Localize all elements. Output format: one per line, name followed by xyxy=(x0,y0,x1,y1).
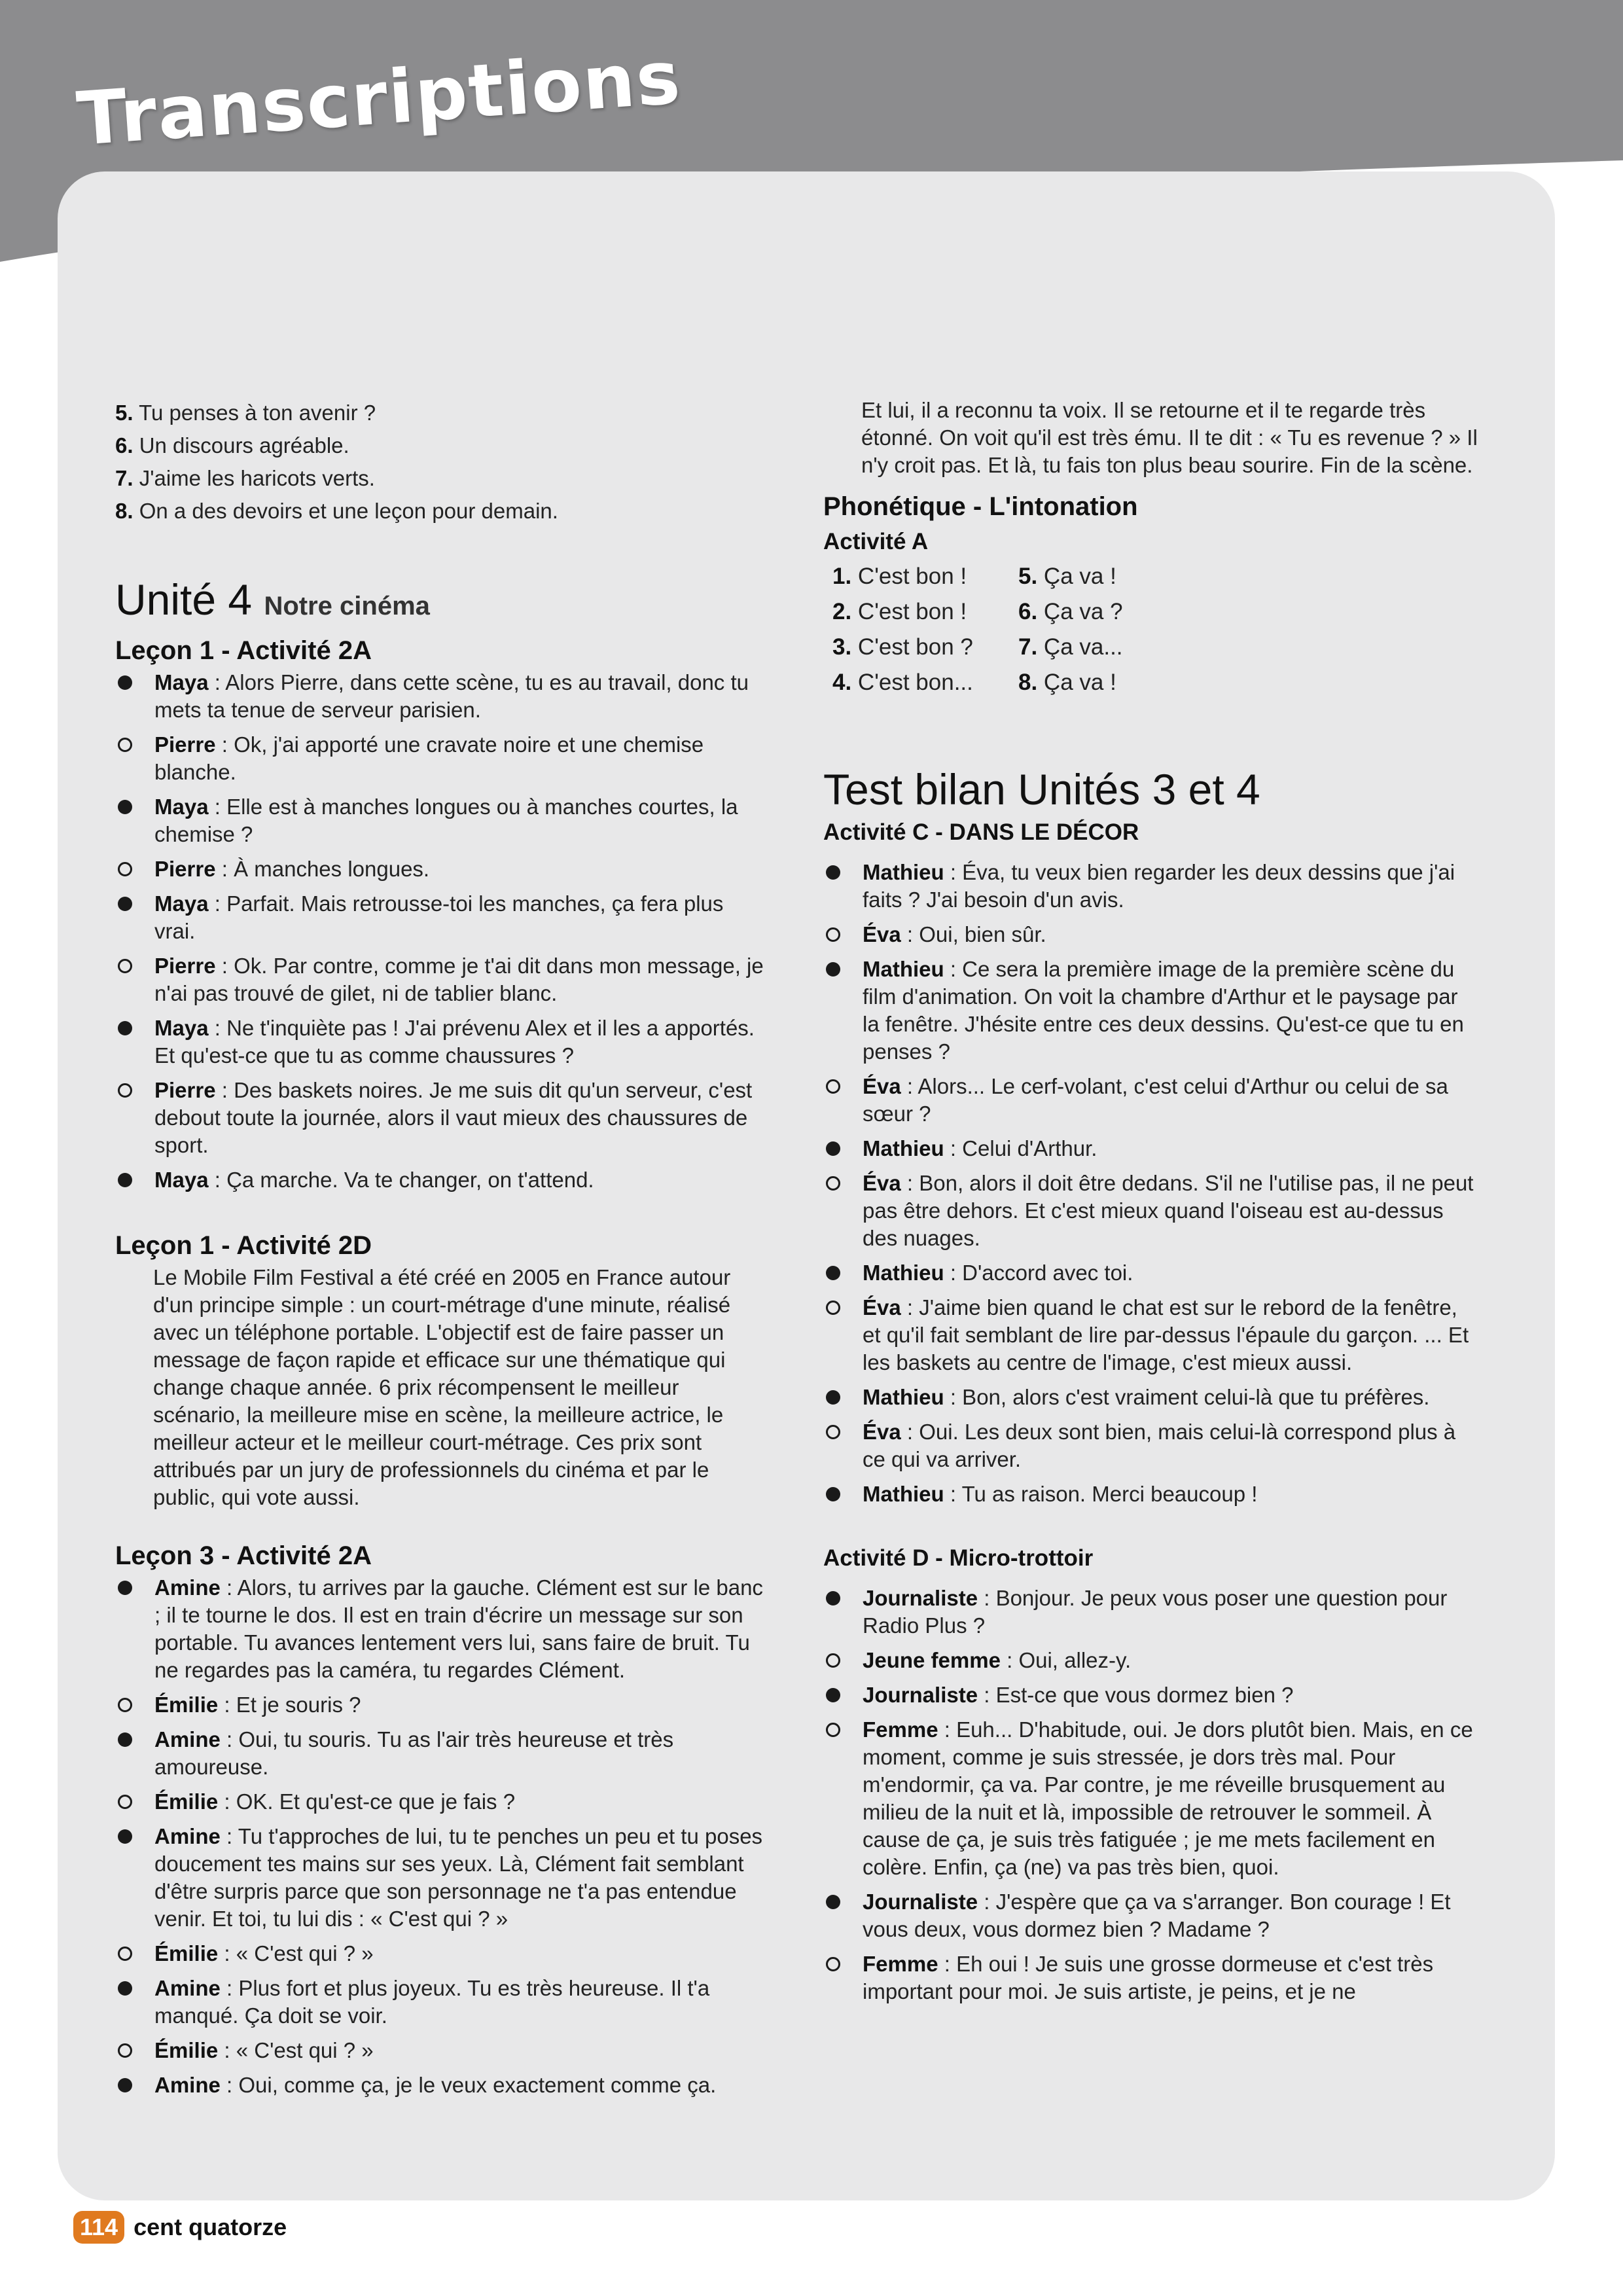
dialogue-line: Éva : J'aime bien quand le chat est sur le rebord de la fenêtre, et qu'il fait semblant de lire par-dessus l'épaule du garçon. ... Et les baskets au centre de l'image, c'est mieux aussi. xyxy=(823,1294,1478,1376)
dialogue-line: Émilie : « C'est qui ? » xyxy=(115,1940,770,1967)
section-title: Phonétique - L'intonation xyxy=(823,492,1138,521)
list-item: 5. Ça va ! xyxy=(1018,564,1116,589)
filled-bullet-icon xyxy=(118,1173,132,1187)
dialogue-line: Pierre : Ok, j'ai apporté une cravate noire et une chemise blanche. xyxy=(115,731,770,786)
dialogue-line: Maya : Ça marche. Va te changer, on t'attend. xyxy=(115,1166,770,1194)
dialogue-line: Femme : Euh... D'habitude, oui. Je dors plutôt bien. Mais, en ce moment, comme je suis stressée, je dors très mal. Pour m'endormir, ça va. Par contre, je me réveille brusquement au milieu de la nuit et là, impossible de retrouver le sommeil. À cause de ça, je suis très fatiguée ; je me mets facilement en colère. Enfin, ça (ne) va pas très bien, quoi. xyxy=(823,1716,1478,1881)
activity-title: Activité C - DANS LE DÉCOR xyxy=(823,819,1139,845)
test-title: Test bilan Unités 3 et 4 xyxy=(823,765,1260,814)
hollow-bullet-icon xyxy=(826,1176,840,1191)
dialogue-line: Journaliste : Est-ce que vous dormez bien ? xyxy=(823,1681,1478,1709)
dialogue-line: Pierre : Des baskets noires. Je me suis dit qu'un serveur, c'est debout toute la journée, alors il vaut mieux des chaussures de sport. xyxy=(115,1077,770,1159)
list-item: 2. C'est bon ! xyxy=(832,599,967,624)
filled-bullet-icon xyxy=(826,1266,840,1280)
hollow-bullet-icon xyxy=(826,1425,840,1439)
filled-bullet-icon xyxy=(118,1829,132,1844)
page-footer xyxy=(73,2211,287,2244)
paragraph: Le Mobile Film Festival a été créé en 2005 en France autour d'un principe simple : un court-métrage d'une minute, réalisé avec un téléphone portable. L'objectif est de faire passer un message de façon rapide et efficace sur une thématique qui change chaque année. 6 prix récompensent le meilleur scénario, la meilleure mise en scène, la meilleure actrice, le meilleur acteur et le meilleur court-métrage. Ces prix sont attribués par un jury de professionnels du cinéma et par le public, qui vote aussi. xyxy=(153,1265,731,1509)
section-title: Leçon 1 - Activité 2A xyxy=(115,636,372,665)
dialogue-line: Mathieu : Celui d'Arthur. xyxy=(823,1135,1478,1162)
filled-bullet-icon xyxy=(118,1021,132,1035)
unit-title: Unité 4 Notre cinéma xyxy=(115,575,430,624)
filled-bullet-icon xyxy=(118,800,132,814)
dialogue xyxy=(115,669,770,1194)
hollow-bullet-icon xyxy=(826,1723,840,1737)
dialogue-line: Mathieu : D'accord avec toi. xyxy=(823,1259,1478,1287)
filled-bullet-icon xyxy=(118,1732,132,1747)
dialogue-line: Mathieu : Ce sera la première image de la première scène du film d'animation. On voit la chambre d'Arthur et le paysage par la fenêtre. J'hésite entre ces deux dessins. Qu'est-ce que tu en penses ? xyxy=(823,956,1478,1066)
dialogue xyxy=(115,1574,770,2099)
hollow-bullet-icon xyxy=(118,1698,132,1712)
filled-bullet-icon xyxy=(826,1141,840,1156)
hollow-bullet-icon xyxy=(118,862,132,876)
hollow-bullet-icon xyxy=(826,927,840,942)
hollow-bullet-icon xyxy=(118,1795,132,1809)
list-item: 8. On a des devoirs et une leçon pour demain. xyxy=(115,499,558,523)
filled-bullet-icon xyxy=(826,1895,840,1909)
filled-bullet-icon xyxy=(118,2078,132,2092)
list-item: 4. C'est bon... xyxy=(832,670,973,695)
dialogue-line: Émilie : « C'est qui ? » xyxy=(115,2037,770,2064)
dialogue-line: Amine : Tu t'approches de lui, tu te penches un peu et tu poses doucement tes mains sur ses yeux. Là, Clément fait semblant d'être surpris parce que son personnage ne t'a pas entendue venir. Et toi, tu lui dis : « C'est qui ? » xyxy=(115,1823,770,1933)
hollow-bullet-icon xyxy=(118,959,132,973)
activity-title: Activité A xyxy=(823,529,929,554)
filled-bullet-icon xyxy=(118,675,132,690)
dialogue-line: Maya : Alors Pierre, dans cette scène, tu es au travail, donc tu mets ta tenue de serveur parisien. xyxy=(115,669,770,724)
dialogue-line: Éva : Oui. Les deux sont bien, mais celui-là correspond plus à ce qui va arriver. xyxy=(823,1418,1478,1473)
dialogue-line: Éva : Bon, alors il doit être dedans. S'il ne l'utilise pas, il ne peut pas être dehors. Et c'est mieux quand l'oiseau est au-dessus des nuages. xyxy=(823,1170,1478,1252)
unit-subtitle: Notre cinéma xyxy=(264,592,430,620)
dialogue-line: Maya : Parfait. Mais retrousse-toi les manches, ça fera plus vrai. xyxy=(115,890,770,945)
dialogue-line: Mathieu : Tu as raison. Merci beaucoup ! xyxy=(823,1480,1478,1508)
list-item: 1. C'est bon ! xyxy=(832,564,967,589)
hollow-bullet-icon xyxy=(118,1946,132,1961)
intonation-list xyxy=(832,559,1478,700)
page-title: Transcriptions xyxy=(74,35,685,162)
dialogue-line: Émilie : Et je souris ? xyxy=(115,1691,770,1719)
list-item: 6. Ça va ? xyxy=(1018,599,1123,624)
dialogue-line: Amine : Oui, comme ça, je le veux exactement comme ça. xyxy=(115,2072,770,2099)
page-number: 114 xyxy=(73,2211,124,2244)
dialogue-line: Maya : Elle est à manches longues ou à manches courtes, la chemise ? xyxy=(115,793,770,848)
filled-bullet-icon xyxy=(118,897,132,911)
activity-title: Activité D - Micro-trottoir xyxy=(823,1545,1094,1571)
hollow-bullet-icon xyxy=(118,738,132,752)
section-title: Leçon 3 - Activité 2A xyxy=(115,1541,372,1570)
hollow-bullet-icon xyxy=(826,1957,840,1971)
filled-bullet-icon xyxy=(826,1390,840,1405)
page-number-words: cent quatorze xyxy=(134,2214,287,2240)
hollow-bullet-icon xyxy=(826,1079,840,1094)
filled-bullet-icon xyxy=(826,1487,840,1501)
filled-bullet-icon xyxy=(826,1688,840,1702)
list-item: 5. Tu penses à ton avenir ? xyxy=(115,401,376,425)
dialogue-line: Jeune femme : Oui, allez-y. xyxy=(823,1647,1478,1674)
list-item: 7. J'aime les haricots verts. xyxy=(115,466,375,490)
dialogue-line: Pierre : Ok. Par contre, comme je t'ai dit dans mon message, je n'ai pas trouvé de gilet, ni de tablier blanc. xyxy=(115,952,770,1007)
dialogue-line: Émilie : OK. Et qu'est-ce que je fais ? xyxy=(115,1788,770,1816)
dialogue xyxy=(823,859,1478,1508)
dialogue xyxy=(823,1585,1478,2005)
list-item: 7. Ça va... xyxy=(1018,634,1123,660)
filled-bullet-icon xyxy=(826,962,840,977)
filled-bullet-icon xyxy=(826,865,840,880)
dialogue-line: Mathieu : Bon, alors c'est vraiment celui-là que tu préfères. xyxy=(823,1384,1478,1411)
numbered-list xyxy=(115,397,770,528)
list-item: 8. Ça va ! xyxy=(1018,670,1116,695)
list-item: 3. C'est bon ? xyxy=(832,634,973,660)
dialogue-line: Femme : Eh oui ! Je suis une grosse dormeuse et c'est très important pour moi. Je suis artiste, je peins, et je ne xyxy=(823,1950,1478,2005)
dialogue-line: Maya : Ne t'inquiète pas ! J'ai prévenu Alex et il les a apportés. Et qu'est-ce que tu as comme chaussures ? xyxy=(115,1014,770,1069)
dialogue-line: Journaliste : J'espère que ça va s'arranger. Bon courage ! Et vous deux, vous dormez bien ? Madame ? xyxy=(823,1888,1478,1943)
filled-bullet-icon xyxy=(826,1591,840,1605)
right-column xyxy=(823,397,1478,2013)
filled-bullet-icon xyxy=(118,1581,132,1595)
dialogue-line: Éva : Oui, bien sûr. xyxy=(823,921,1478,948)
hollow-bullet-icon xyxy=(826,1653,840,1668)
hollow-bullet-icon xyxy=(118,1083,132,1098)
list-item: 6. Un discours agréable. xyxy=(115,433,349,457)
hollow-bullet-icon xyxy=(826,1300,840,1315)
dialogue-line: Journaliste : Bonjour. Je peux vous poser une question pour Radio Plus ? xyxy=(823,1585,1478,1640)
section-title: Leçon 1 - Activité 2D xyxy=(115,1231,372,1260)
dialogue-line: Mathieu : Éva, tu veux bien regarder les deux dessins que j'ai faits ? J'ai besoin d'un avis. xyxy=(823,859,1478,914)
dialogue-line: Amine : Alors, tu arrives par la gauche. Clément est sur le banc ; il te tourne le dos. Il est en train d'écrire un message sur son portable. Tu avances lentement vers lui, sans faire de bruit. Tu ne regardes pas la caméra, tu regardes Clément. xyxy=(115,1574,770,1684)
filled-bullet-icon xyxy=(118,1981,132,1996)
hollow-bullet-icon xyxy=(118,2043,132,2058)
dialogue-line: Amine : Oui, tu souris. Tu as l'air très heureuse et très amoureuse. xyxy=(115,1726,770,1781)
dialogue-line: Pierre : À manches longues. xyxy=(115,855,770,883)
dialogue-line: Éva : Alors... Le cerf-volant, c'est celui d'Arthur ou celui de sa sœur ? xyxy=(823,1073,1478,1128)
dialogue-line: Amine : Plus fort et plus joyeux. Tu es très heureuse. Il t'a manqué. Ça doit se voir. xyxy=(115,1975,770,2030)
paragraph: Et lui, il a reconnu ta voix. Il se retourne et il te regarde très étonné. On voit qu'il est très ému. Il te dit : « Tu es revenue ? » Il n'y croit pas. Et là, tu fais ton plus beau sourire. Fin de la scène. xyxy=(861,398,1478,477)
left-column xyxy=(115,397,770,2106)
